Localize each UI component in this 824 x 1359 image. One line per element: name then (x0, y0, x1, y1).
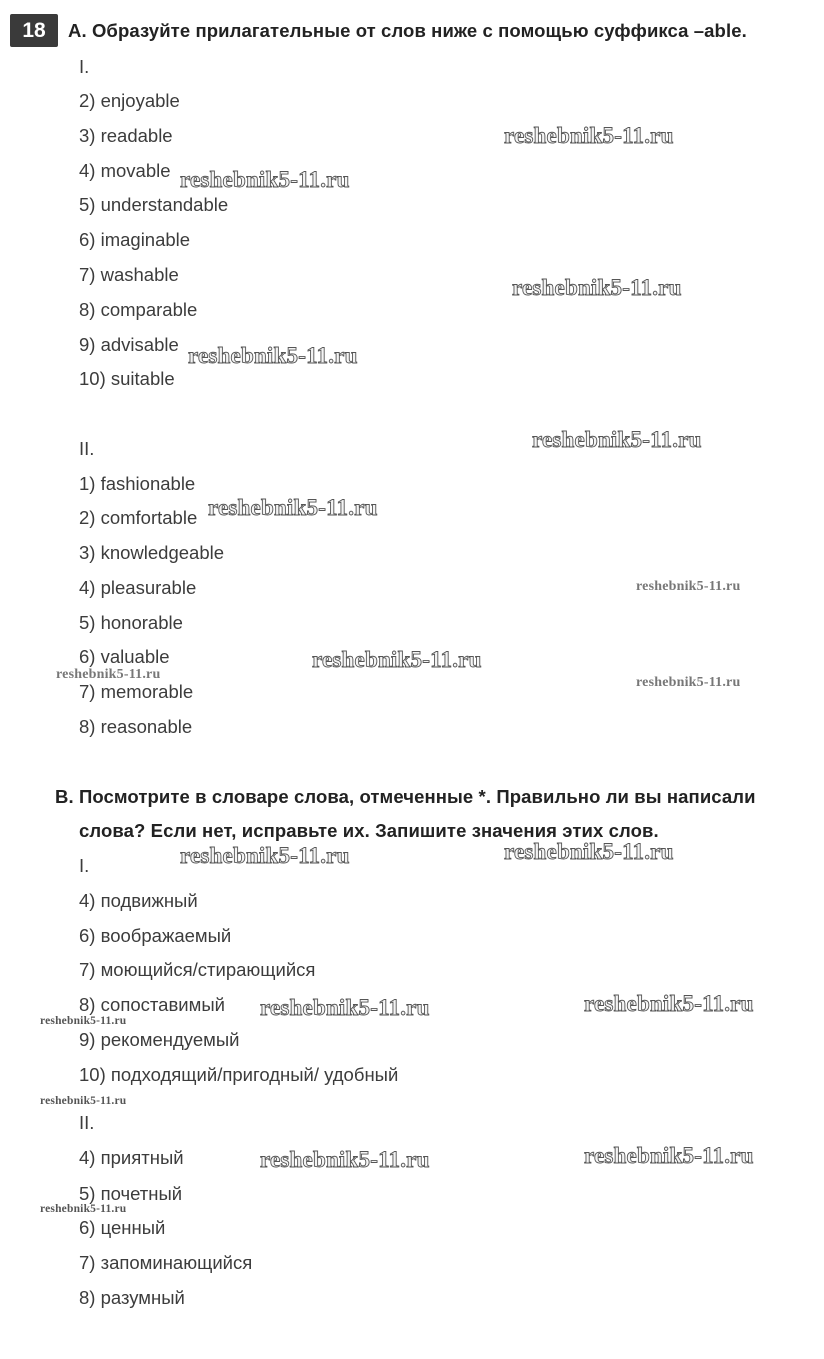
list-item: 3) knowledgeable (79, 542, 225, 563)
list-item: 6) imaginable (79, 229, 191, 250)
list-item: 7) memorable (79, 681, 194, 702)
section-b-heading-line1: B. Посмотрите в словаре слова, отмеченные *. Правильно ли вы написали (55, 786, 756, 807)
watermark: reshebnik5-11.ru (584, 991, 754, 1016)
watermark: reshebnik5-11.ru (188, 343, 358, 368)
watermark: reshebnik5-11.ru (584, 1143, 754, 1168)
watermark: reshebnik5-11.ru (532, 427, 702, 452)
list-item: 7) моющийся/стирающийся (79, 959, 316, 980)
list-item: 3) readable (79, 125, 173, 146)
list-item: 2) comfortable (79, 507, 198, 528)
watermark: reshebnik5-11.ru (312, 647, 482, 672)
section-b-part2-label: II. (79, 1112, 95, 1133)
watermark: reshebnik5-11.ru (180, 843, 350, 868)
section-b-heading-line2: слова? Если нет, исправьте их. Запишите значения этих слов. (79, 820, 659, 841)
watermark: reshebnik5-11.ru (636, 675, 741, 690)
watermark: reshebnik5-11.ru (40, 1203, 127, 1215)
watermark: reshebnik5-11.ru (208, 495, 378, 520)
watermark: reshebnik5-11.ru (260, 995, 430, 1020)
watermark: reshebnik5-11.ru (40, 1015, 127, 1027)
section-a-heading: A. Образуйте прилагательные от слов ниже с помощью суффикса –able. (68, 20, 747, 41)
list-item: 9) advisable (79, 334, 179, 355)
list-item: 7) запоминающийся (79, 1252, 253, 1273)
list-item: 10) подходящий/пригодный/ удобный (79, 1064, 399, 1085)
watermark: reshebnik5-11.ru (56, 667, 161, 682)
watermark: reshebnik5-11.ru (180, 167, 350, 192)
watermark: reshebnik5-11.ru (260, 1147, 430, 1172)
exercise-number-badge: 18 (10, 14, 58, 47)
list-item: 6) ценный (79, 1217, 166, 1238)
list-item: 8) comparable (79, 299, 198, 320)
list-item: 4) movable (79, 160, 171, 181)
list-item: 4) pleasurable (79, 577, 197, 598)
watermark: reshebnik5-11.ru (512, 275, 682, 300)
list-item: 8) reasonable (79, 716, 193, 737)
section-a-part2-label: II. (79, 438, 95, 459)
watermark: reshebnik5-11.ru (504, 123, 674, 148)
list-item: 6) воображаемый (79, 925, 232, 946)
list-item: 9) рекомендуемый (79, 1029, 240, 1050)
section-b-part1-label: I. (79, 855, 90, 876)
list-item: 5) почетный (79, 1183, 183, 1204)
list-item: 8) разумный (79, 1287, 185, 1308)
list-item: 5) honorable (79, 612, 183, 633)
list-item: 5) understandable (79, 194, 229, 215)
watermark: reshebnik5-11.ru (636, 579, 741, 594)
list-item: 10) suitable (79, 368, 175, 389)
list-item: 4) приятный (79, 1147, 184, 1168)
watermark: reshebnik5-11.ru (504, 839, 674, 864)
list-item: 6) valuable (79, 646, 170, 667)
list-item: 1) fashionable (79, 473, 196, 494)
watermark: reshebnik5-11.ru (40, 1095, 127, 1107)
list-item: 8) сопоставимый (79, 994, 225, 1015)
list-item: 2) enjoyable (79, 90, 180, 111)
list-item: 7) washable (79, 264, 179, 285)
section-a-part1-label: I. (79, 56, 90, 77)
list-item: 4) подвижный (79, 890, 198, 911)
